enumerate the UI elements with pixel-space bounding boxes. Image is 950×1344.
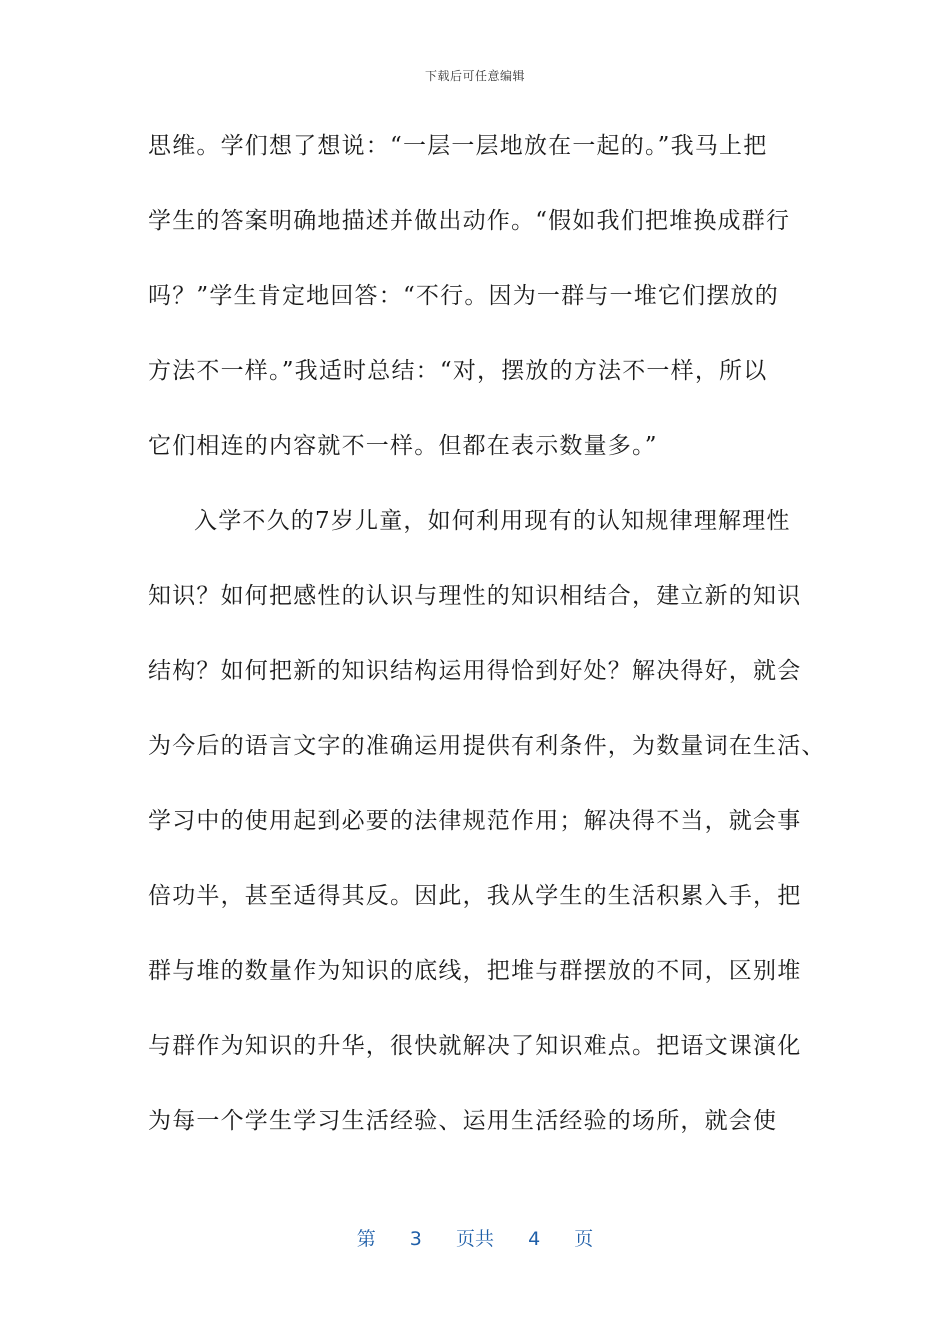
- page-label-suffix: 页: [574, 1228, 594, 1250]
- text-line: 知识？如何把感性的认识与理性的知识相结合，建立新的知识: [148, 583, 802, 609]
- text-line: 倍功半，甚至适得其反。因此，我从学生的生活积累入手，把: [148, 883, 802, 909]
- text-line: 吗？”学生肯定地回答：“不行。因为一群与一堆它们摆放的: [148, 283, 779, 309]
- paragraph-first-line: 入学不久的7岁儿童，如何利用现有的认知规律理解理性: [194, 508, 791, 534]
- page-header: 下载后可任意编辑: [424, 69, 525, 83]
- text-line: 群与堆的数量作为知识的底线，把堆与群摆放的不同，区别堆: [148, 958, 802, 984]
- text-line: 为今后的语言文字的准确运用提供有利条件，为数量词在生活、: [148, 733, 826, 759]
- page-footer: [0, 1224, 950, 1251]
- text-line: 学生的答案明确地描述并做出动作。“假如我们把堆换成群行: [148, 208, 791, 234]
- text-line: 它们相连的内容就不一样。但都在表示数量多。”: [148, 433, 658, 459]
- text-line: 方法不一样。”我适时总结：“对，摆放的方法不一样，所以: [148, 358, 768, 384]
- page-label-mid: 页共: [455, 1228, 494, 1250]
- total-pages-number: 4: [528, 1228, 541, 1250]
- text-line: 学习中的使用起到必要的法律规范作用；解决得不当，就会事: [148, 808, 802, 834]
- page-label-prefix: 第: [356, 1228, 376, 1250]
- current-page-number: 3: [409, 1228, 422, 1250]
- text-line: 为每一个学生学习生活经验、运用生活经验的场所，就会使: [148, 1108, 778, 1134]
- text-line: 结构？如何把新的知识结构运用得恰到好处？解决得好，就会: [148, 658, 802, 684]
- text-line: 与群作为知识的升华，很快就解决了知识难点。把语文课演化: [148, 1033, 802, 1059]
- text-line: 思维。学们想了想说：“一层一层地放在一起的。”我马上把: [148, 133, 768, 159]
- document-body: [148, 128, 826, 1178]
